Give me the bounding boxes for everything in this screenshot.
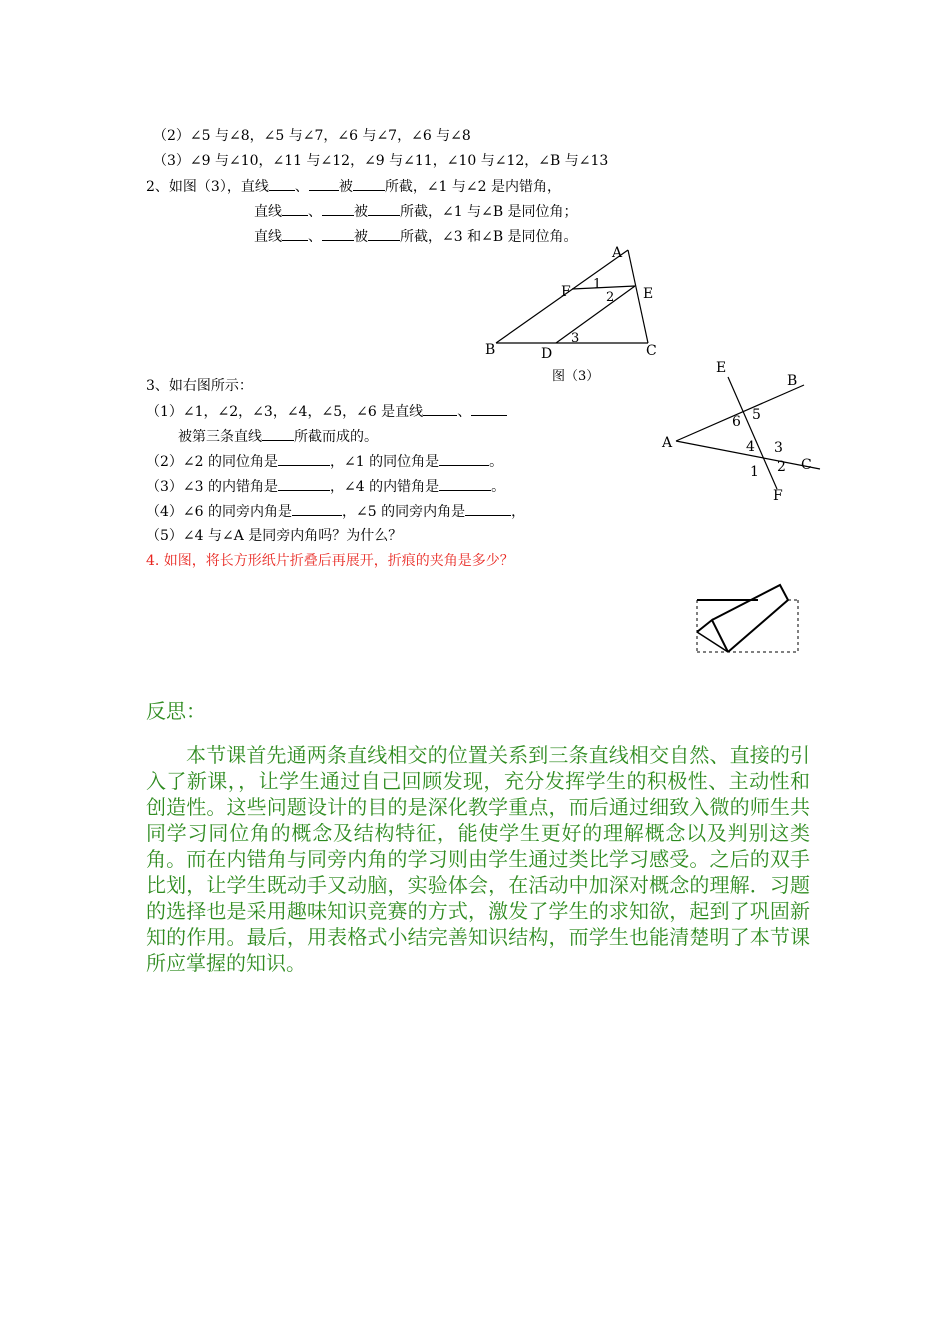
q2-text: 所截，∠1 与∠B 是同位角；: [400, 204, 578, 220]
answer-blank[interactable]: [368, 202, 400, 216]
reflection-title: 反思：: [146, 699, 206, 723]
q3-text: ，: [511, 504, 526, 520]
q3-text: ，∠1 的同位角是: [330, 454, 440, 470]
q3-sep: 、: [457, 404, 472, 420]
q3-sub-4: [146, 502, 525, 521]
angle-6-label: 6: [732, 414, 741, 430]
figure-3: [478, 240, 678, 385]
q2-text: 所截，∠1 与∠2 是内错角，: [384, 179, 562, 195]
q3-text: 被第三条直线: [178, 429, 262, 445]
q1-item-2: （2）∠5 与∠8，∠5 与∠7，∠6 与∠7，∠6 与∠8: [153, 128, 471, 144]
answer-blank[interactable]: [423, 402, 457, 416]
q1-item-3: （3）∠9 与∠10，∠11 与∠12，∠9 与∠11，∠10 与∠12，∠B 与∠13: [153, 153, 609, 169]
answer-blank[interactable]: [439, 477, 491, 491]
q3-sub-1: [146, 402, 507, 421]
angle-2-label: 2: [777, 459, 786, 475]
q3-text: ，∠4 的内错角是: [330, 479, 440, 495]
q2-sep: 、: [308, 204, 322, 220]
q3-sub-2: [146, 452, 503, 471]
q3-title: 3、如右图所示：: [146, 378, 253, 394]
angle-1-label: 1: [593, 277, 602, 292]
q3-sub-1-cont: [178, 427, 378, 446]
answer-blank[interactable]: [292, 502, 342, 516]
q4-text: 4. 如图，将长方形纸片折叠后再展开，折痕的夹角是多少？: [146, 553, 514, 569]
label-E: E: [643, 286, 654, 302]
answer-blank[interactable]: [465, 502, 511, 516]
answer-blank[interactable]: [278, 477, 330, 491]
label-C: C: [801, 457, 812, 473]
q3-text: 。: [491, 479, 506, 495]
answer-blank[interactable]: [439, 452, 489, 466]
answer-blank[interactable]: [368, 227, 400, 241]
label-B: B: [787, 373, 798, 389]
answer-blank[interactable]: [471, 402, 507, 416]
answer-blank[interactable]: [278, 452, 330, 466]
label-E: E: [716, 360, 727, 376]
q3-text: 所截而成的。: [294, 429, 378, 445]
answer-blank[interactable]: [322, 227, 354, 241]
answer-blank[interactable]: [353, 177, 385, 191]
angle-3-label: 3: [774, 440, 783, 456]
q2-sep: 、: [294, 179, 309, 195]
answer-blank[interactable]: [269, 177, 295, 191]
q2-text: 被: [354, 204, 368, 220]
q3-sub-3: [146, 477, 505, 496]
figure-caption: 图（3）: [552, 369, 600, 384]
label-F: F: [773, 488, 783, 504]
label-D: D: [541, 346, 553, 362]
q2-line-2: [254, 202, 578, 221]
q2-sep: 、: [308, 229, 322, 245]
q2-text: 被: [338, 179, 353, 195]
q3-text: （4）∠6 的同旁内角是: [146, 504, 292, 520]
q2-text: 直线: [254, 204, 282, 220]
q3-text: （1）∠1，∠2，∠3，∠4，∠5，∠6 是直线: [146, 404, 424, 420]
answer-blank[interactable]: [309, 177, 339, 191]
answer-blank[interactable]: [282, 227, 308, 241]
answer-blank[interactable]: [282, 202, 308, 216]
figure-intersecting-lines: [656, 355, 828, 505]
q3-text: （2）∠2 的同位角是: [146, 454, 278, 470]
q2-text: 2、如图（3），直线: [146, 179, 269, 195]
answer-blank[interactable]: [322, 202, 354, 216]
q2-text: 直线: [254, 229, 282, 245]
q3-sub-5: （5）∠4 与∠A 是同旁内角吗？为什么？: [146, 528, 403, 544]
angle-5-label: 5: [752, 407, 761, 423]
label-A: A: [612, 245, 623, 261]
angle-2-label: 2: [606, 290, 615, 305]
label-F: F: [561, 284, 571, 300]
angle-1-label: 1: [750, 464, 759, 480]
figure-folded-paper: [692, 580, 804, 658]
q2-text: 所截，∠3 和∠B 是同位角。: [400, 229, 578, 245]
q2-text: 被: [354, 229, 368, 245]
q3-text: ，∠5 的同旁内角是: [342, 504, 466, 520]
label-B: B: [485, 342, 496, 358]
answer-blank[interactable]: [262, 427, 294, 441]
q3-text: 。: [489, 454, 504, 470]
q3-text: （3）∠3 的内错角是: [146, 479, 278, 495]
q2-line-1: [146, 177, 561, 196]
reflection-body: 本节课首先通两条直线相交的位置关系到三条直线相交自然、直接的引入了新课，，让学生通过自己回顾发现，充分发挥学生的积极性、主动性和创造性。这些问题设计的目的是深化教学重点，而后通过细致入微的师生共同学习同位角的概念及结构特征，能使学生更好的理解概念以及判别这类角。而在内错角与同旁内角的学习则由学生通过类比学习感受。之后的双手比划，让学生既动手又动脑，实验体会，在活动中加深对概念的理解．习题的选择也是采用趣味知识竞赛的方式，激发了学生的求知欲，起到了巩固新知的作用。最后，用表格式小结完善知识结构，而学生也能清楚明了本节课所应掌握的知识。: [146, 743, 810, 975]
angle-3-label: 3: [571, 331, 580, 346]
angle-4-label: 4: [746, 439, 755, 455]
label-A: A: [662, 435, 673, 451]
label-C: C: [646, 343, 657, 359]
